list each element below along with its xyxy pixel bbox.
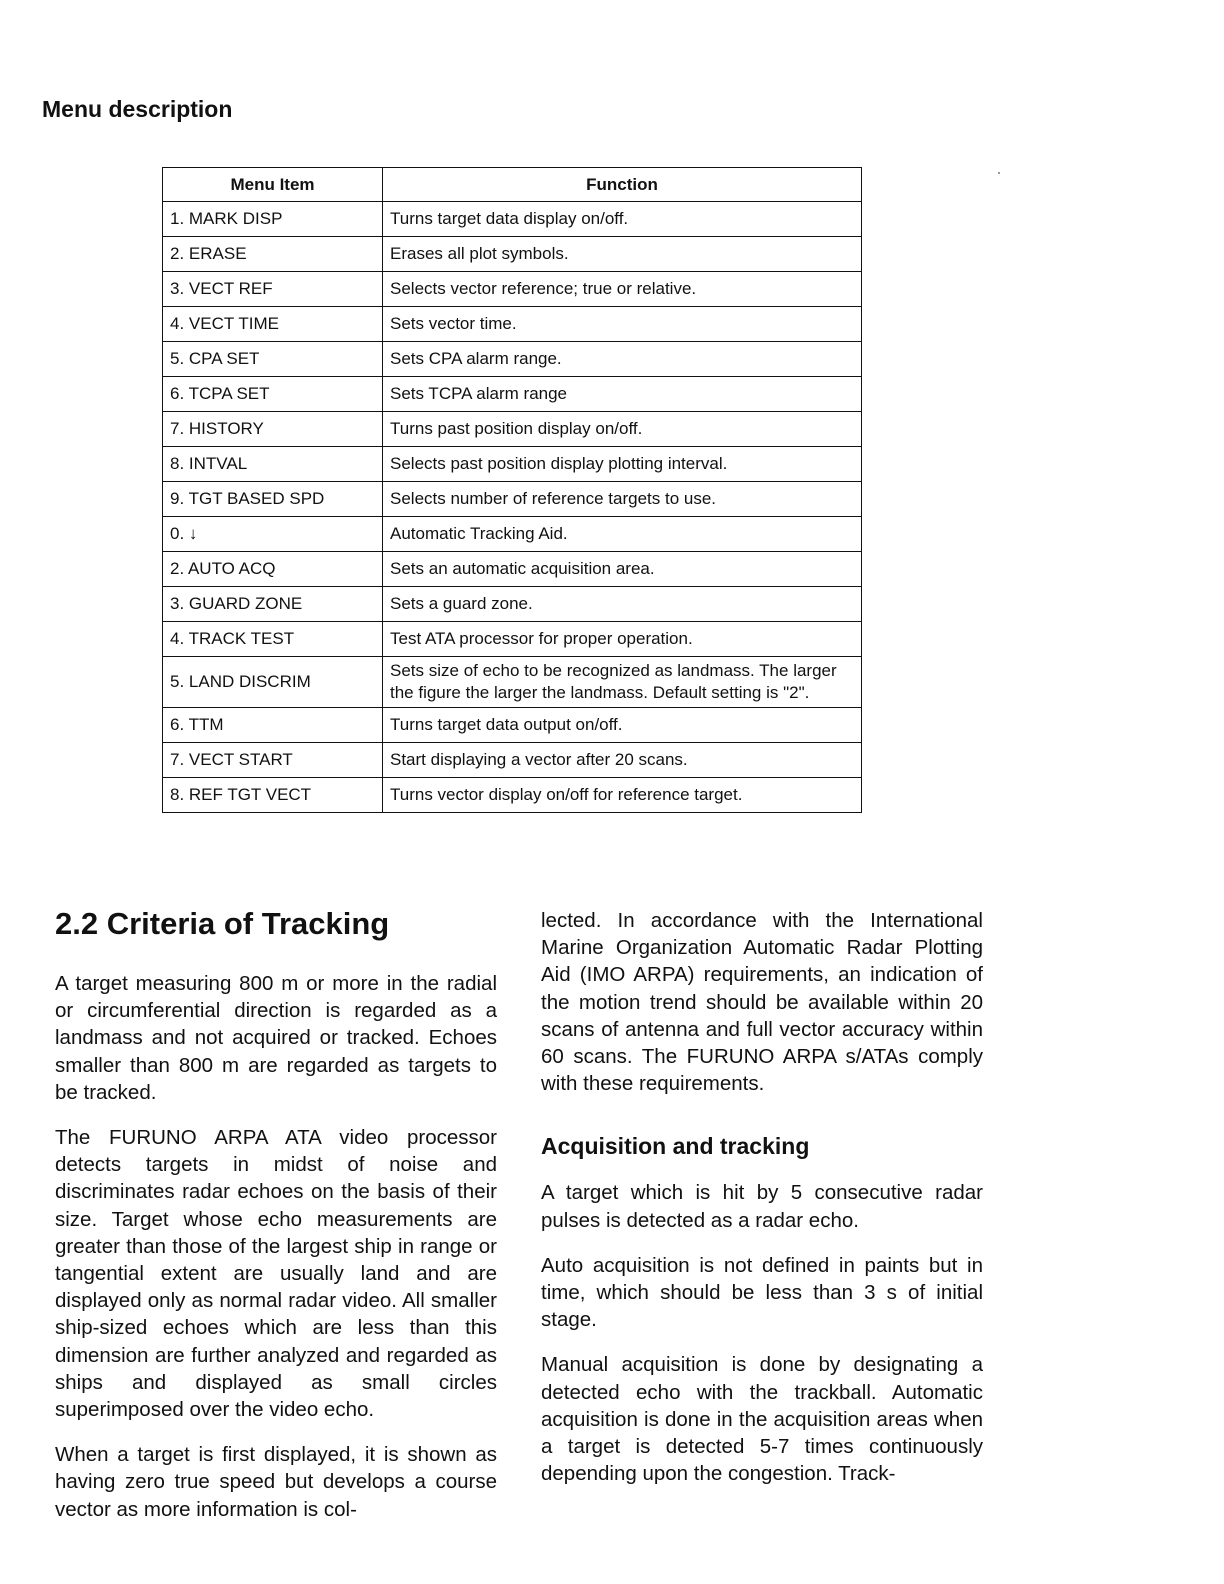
table-row	[163, 342, 862, 377]
menu-description-heading: Menu description	[42, 96, 233, 122]
menu-item-cell: 7. HISTORY	[163, 412, 383, 447]
table-row	[163, 657, 862, 708]
menu-item-cell: 2. ERASE	[163, 237, 383, 272]
table-row	[163, 552, 862, 587]
acquisition-paragraph-2: Auto acquisition is not defined in paints but in time, which should be less than 3 s of initial stage.	[541, 1253, 983, 1332]
criteria-paragraph-3: When a target is first displayed, it is shown as having zero true speed but develops a course vector as more information is col-	[55, 1443, 497, 1521]
criteria-paragraph-3-continued: lected. In accordance with the International Marine Organization Automatic Radar Plotting Aid (IMO ARPA) requirements, an indication of the motion trend should be available within 20 scans of antenna and full vector accuracy within 60 scans. The FURUNO ARPA s/ATAs comply with these requirements.	[541, 909, 983, 1096]
left-column	[55, 904, 497, 1541]
menu-item-cell: 8. INTVAL	[163, 447, 383, 482]
function-cell: Start displaying a vector after 20 scans.	[383, 743, 862, 778]
table-row	[163, 447, 862, 482]
function-cell: Selects past position display plotting interval.	[383, 447, 862, 482]
table-header-row	[163, 168, 862, 202]
menu-item-cell: 5. CPA SET	[163, 342, 383, 377]
criteria-paragraph-1: A target measuring 800 m or more in the radial or circumferential direction is regarded as a landmass and not acquired or tracked. Echoes smaller than 800 m are regarded as targets to be tracked.	[55, 972, 497, 1104]
menu-item-cell: 9. TGT BASED SPD	[163, 482, 383, 517]
function-cell: Sets vector time.	[383, 307, 862, 342]
right-column	[541, 907, 983, 1505]
menu-item-cell: 8. REF TGT VECT	[163, 778, 383, 813]
table-row	[163, 412, 862, 447]
function-cell: Sets TCPA alarm range	[383, 377, 862, 412]
menu-item-cell: 1. MARK DISP	[163, 202, 383, 237]
menu-table-body	[163, 202, 862, 813]
menu-item-cell: 2. AUTO ACQ	[163, 552, 383, 587]
table-row	[163, 482, 862, 517]
table-row	[163, 202, 862, 237]
function-cell: Test ATA processor for proper operation.	[383, 622, 862, 657]
menu-item-cell: 5. LAND DISCRIM	[163, 657, 383, 708]
function-cell: Turns vector display on/off for reference target.	[383, 778, 862, 813]
table-row	[163, 778, 862, 813]
table-row	[163, 587, 862, 622]
function-cell: Turns past position display on/off.	[383, 412, 862, 447]
function-cell: Sets an automatic acquisition area.	[383, 552, 862, 587]
function-cell: Sets CPA alarm range.	[383, 342, 862, 377]
function-cell: Turns target data display on/off.	[383, 202, 862, 237]
header-function: Function	[383, 168, 862, 202]
menu-item-cell: 4. TRACK TEST	[163, 622, 383, 657]
function-cell: Selects number of reference targets to use.	[383, 482, 862, 517]
table-row	[163, 272, 862, 307]
table-row	[163, 743, 862, 778]
acquisition-paragraph-3: Manual acquisition is done by designating a detected echo with the trackball. Automatic acquisition is done in the acquisition areas when a target is detected 5-7 times continuously depending upon the congestion. Track-	[541, 1353, 983, 1486]
table-row	[163, 622, 862, 657]
function-cell: Sets a guard zone.	[383, 587, 862, 622]
function-cell: Turns target data output on/off.	[383, 708, 862, 743]
menu-item-cell: 3. VECT REF	[163, 272, 383, 307]
function-cell: Sets size of echo to be recognized as landmass. The larger the figure the larger the landmass. Default setting is "2".	[383, 657, 862, 708]
acquisition-title: Acquisition and tracking	[541, 1133, 810, 1160]
table-row	[163, 237, 862, 272]
table-row	[163, 307, 862, 342]
menu-table	[162, 167, 862, 813]
scan-speck	[998, 172, 1000, 174]
criteria-title: 2.2 Criteria of Tracking	[55, 906, 390, 941]
table-row	[163, 708, 862, 743]
menu-item-cell: 7. VECT START	[163, 743, 383, 778]
function-cell: Selects vector reference; true or relative.	[383, 272, 862, 307]
menu-item-cell: 0. ↓	[163, 517, 383, 552]
function-cell: Automatic Tracking Aid.	[383, 517, 862, 552]
menu-item-cell: 6. TCPA SET	[163, 377, 383, 412]
table-row	[163, 517, 862, 552]
menu-item-cell: 4. VECT TIME	[163, 307, 383, 342]
table-row	[163, 377, 862, 412]
criteria-paragraph-2: The FURUNO ARPA ATA video processor detects targets in midst of noise and discriminates radar echoes on the basis of their size. Target whose echo measurements are greater than those of the largest ship in range or tangential extent are usually land and are displayed only as normal radar video. All smaller ship-sized echoes which are less than this dimension are further analyzed and regarded as ships and displayed as small circles superimposed over the video echo.	[55, 1126, 497, 1422]
function-cell: Erases all plot symbols.	[383, 237, 862, 272]
header-menu-item: Menu Item	[163, 168, 383, 202]
menu-item-cell: 6. TTM	[163, 708, 383, 743]
menu-item-cell: 3. GUARD ZONE	[163, 587, 383, 622]
acquisition-paragraph-1: A target which is hit by 5 consecutive radar pulses is detected as a radar echo.	[541, 1181, 983, 1232]
